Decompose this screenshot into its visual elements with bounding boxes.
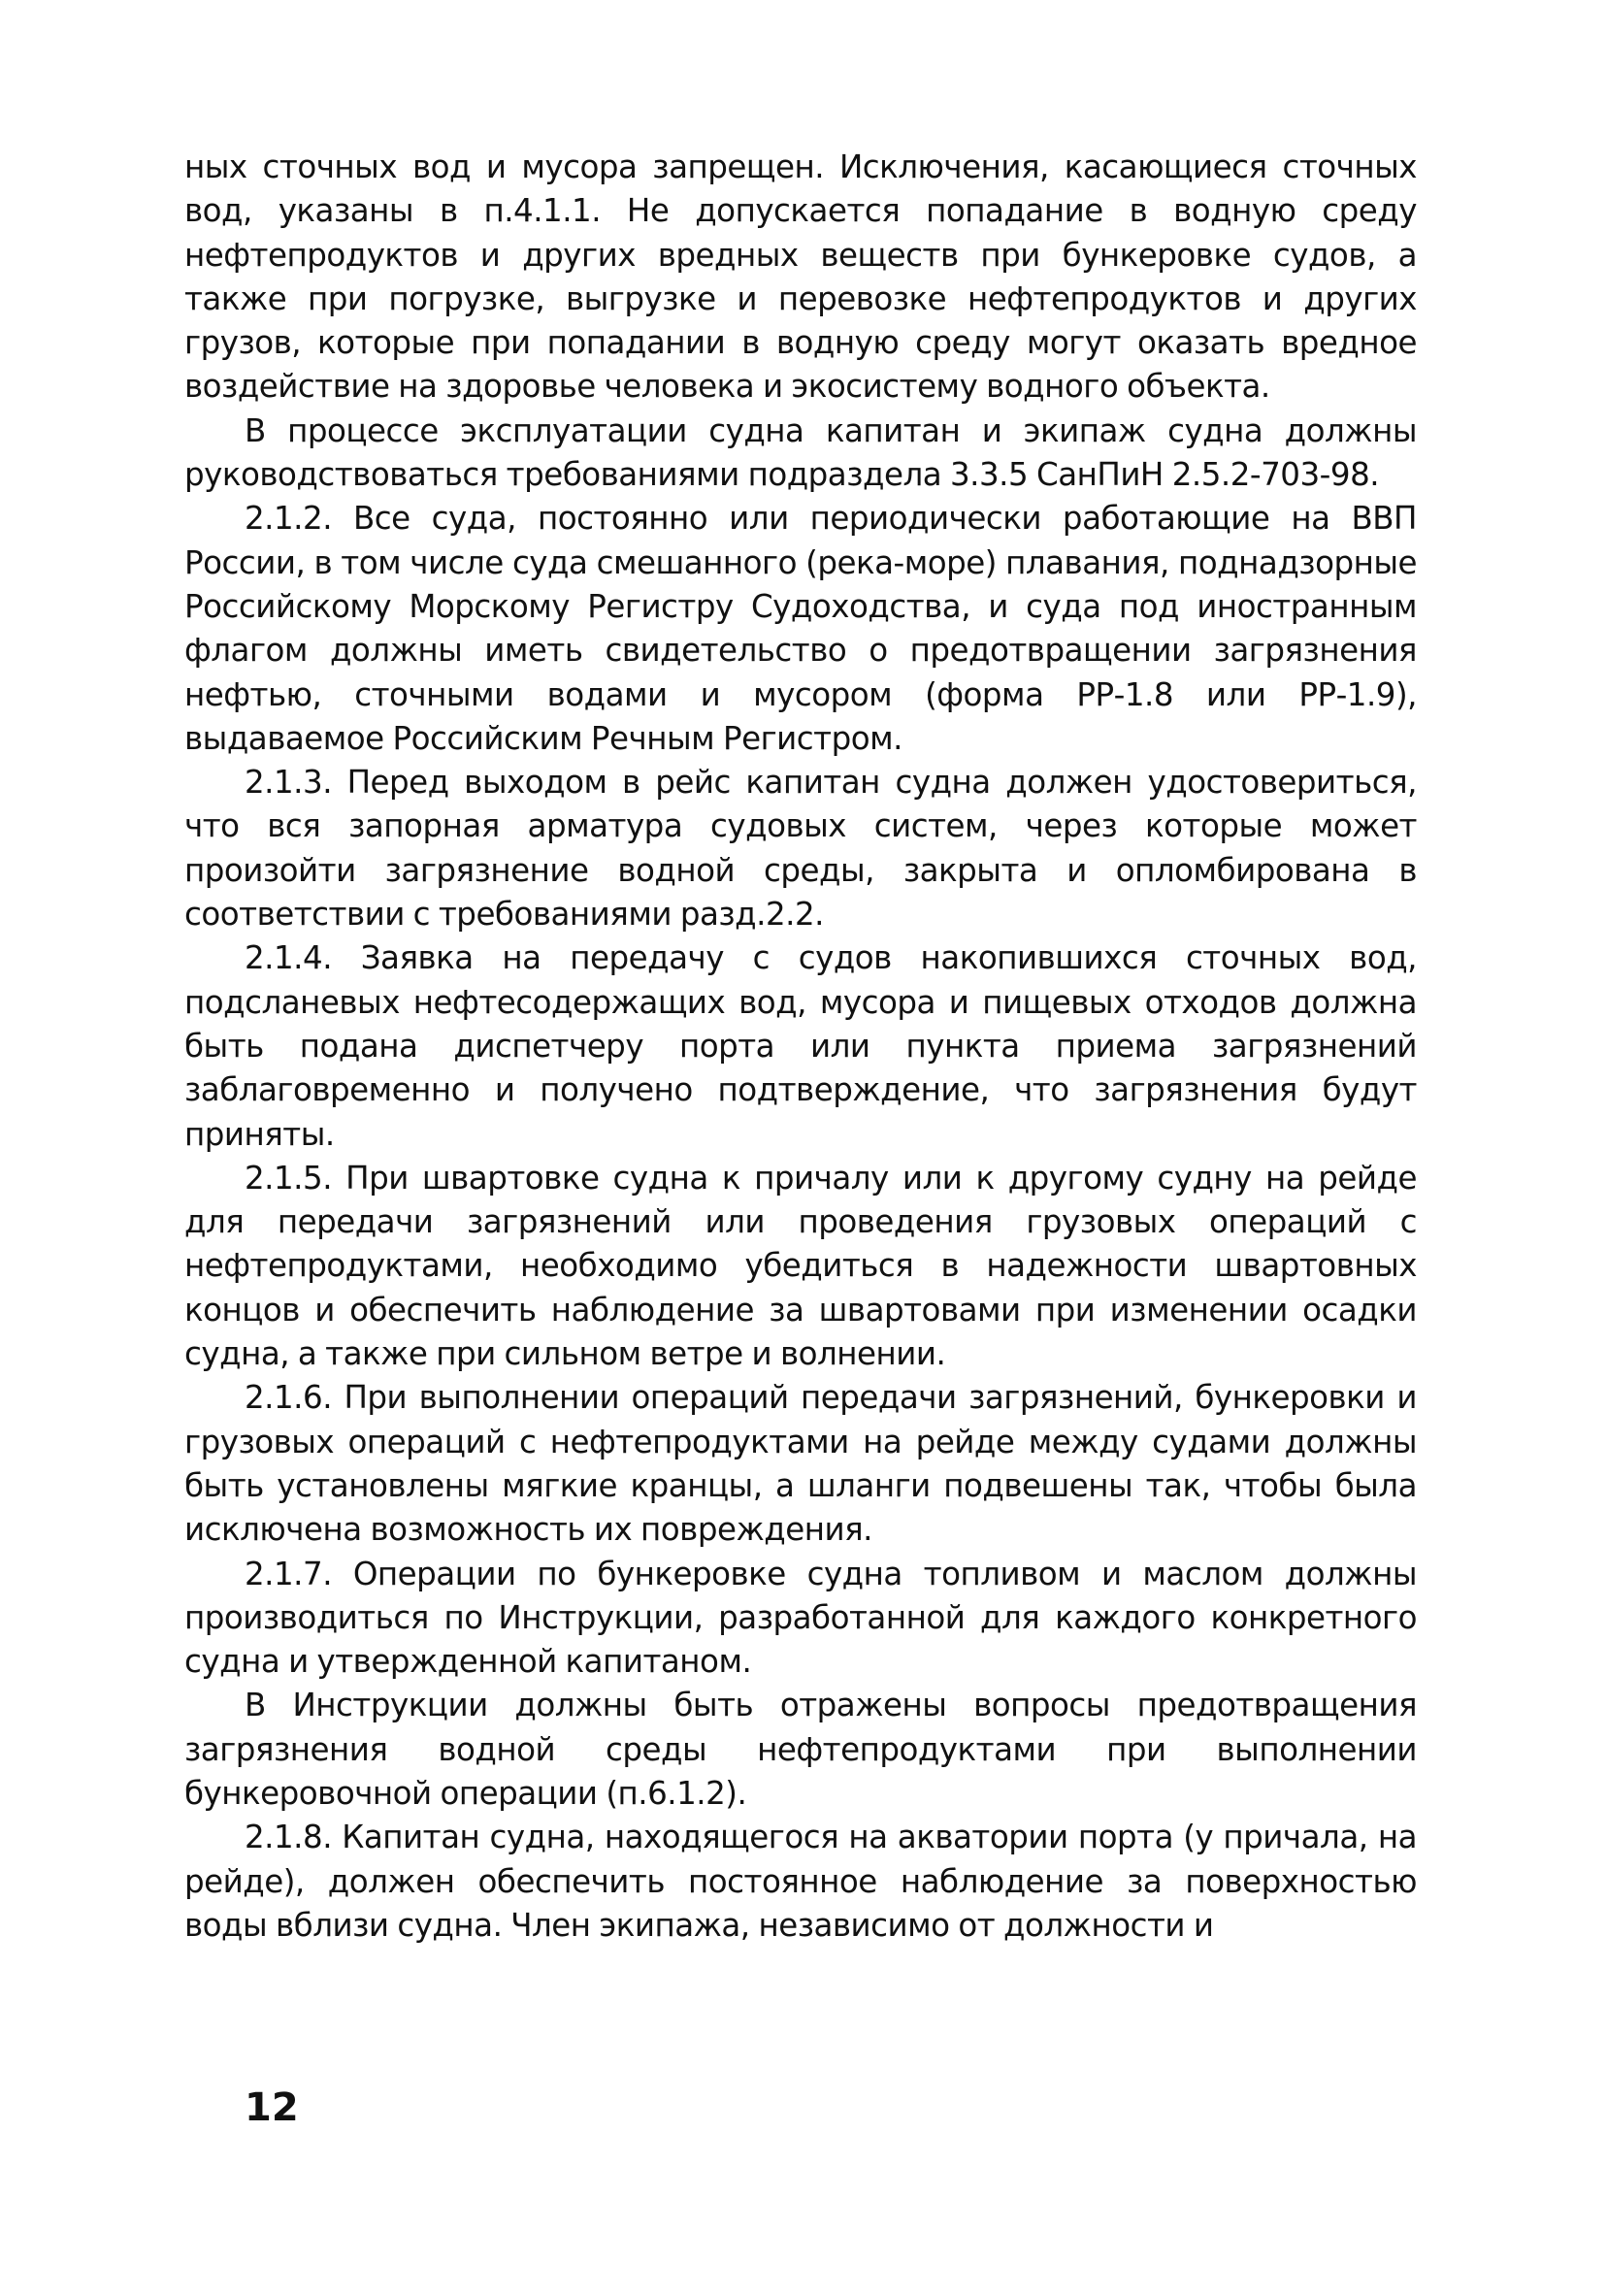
paragraph-2-1-2: 2.1.2. Все суда, постоянно или периодически работающие на ВВП России, в том числе суда смешанного (река-море) плавания, поднадзорные Российскому Морскому Регистру Судоходства, и суда под иностранным флагом должны иметь свидетельство о предотвращении загрязнения нефтью, сточными водами и мусором (форма РР-1.8 или РР-1.9), выдаваемое Российским Речным Регистром. (184, 500, 1417, 757)
paragraph-2-1-5: 2.1.5. При швартовке судна к причалу или к другому судну на рейде для передачи загрязнений или проведения грузовых операций с нефтепродуктами, необходимо убедиться в надежности швартовных концов и обеспечить наблюдение за швартовами при изменении осадки судна, а также при сильном ветре и волнении. (184, 1159, 1417, 1373)
paragraph-continuation: ных сточных вод и мусора запрещен. Исключения, касающиеся сточных вод, указаны в п.4.1.1. Не допускается попадание в водную среду нефтепродуктов и других вредных веществ при бункеровке судов, а также при погрузке, выгрузке и перевозке нефтепродуктов и других грузов, которые при попадании в водную среду могут оказать вредное воздействие на здоровье человека и экосистему водного объекта. (184, 148, 1417, 406)
page-number: 12 (245, 2085, 299, 2130)
body-text (184, 146, 1417, 1948)
paragraph-2-1-7: 2.1.7. Операции по бункеровке судна топливом и маслом должны производиться по Инструкции, разработанной для каждого конкретного судна и утвержденной капитаном. (184, 1555, 1417, 1681)
paragraph-2-1-8: 2.1.8. Капитан судна, находящегося на акватории порта (у причала, на рейде), должен обеспечить постоянное наблюдение за поверхностью воды вблизи судна. Член экипажа, независимо от должности и (184, 1819, 1417, 1944)
paragraph-2-1-3: 2.1.3. Перед выходом в рейс капитан судна должен удостовериться, что вся запорная арматура судовых систем, через которые может произойти загрязнение водной среды, закрыта и опломбирована в соответствии с требованиями разд.2.2. (184, 764, 1417, 934)
paragraph-2-1-4: 2.1.4. Заявка на передачу с судов накопившихся сточных вод, подсланевых нефтесодержащих вод, мусора и пищевых отходов должна быть подана диспетчеру порта или пункта приема загрязнений заблаговременно и получено подтверждение, что загрязнения будут приняты. (184, 939, 1417, 1153)
paragraph-2-1-6: 2.1.6. При выполнении операций передачи загрязнений, бункеровки и грузовых операций с нефтепродуктами на рейде между судами должны быть установлены мягкие кранцы, а шланги подвешены так, чтобы была исключена возможность их повреждения. (184, 1379, 1417, 1549)
paragraph-sanpin: В процессе эксплуатации судна капитан и экипаж судна должны руководствоваться требованиями подраздела 3.3.5 СанПиН 2.5.2-703-98. (184, 411, 1417, 494)
paragraph-instruction: В Инструкции должны быть отражены вопросы предотвращения загрязнения водной среды нефтепродуктами при выполнении бункеровочной операции (п.6.1.2). (184, 1687, 1417, 1812)
